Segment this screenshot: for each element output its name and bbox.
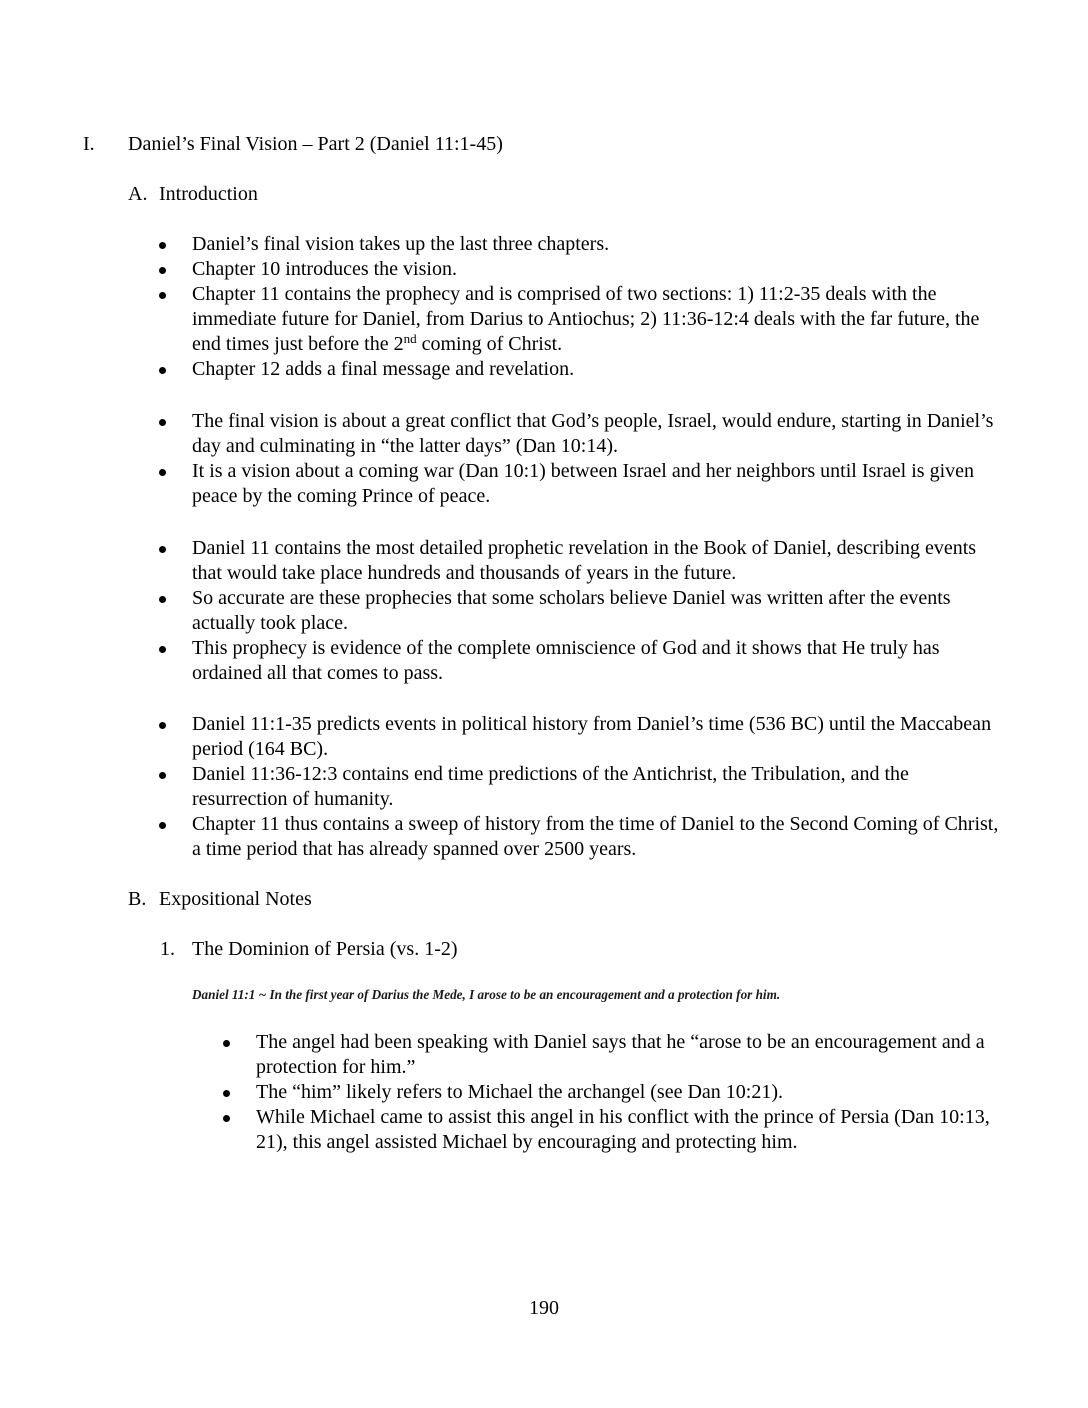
intro-bullet-group-3 — [192, 536, 1002, 686]
subsection-title-notes: Expositional Notes — [159, 888, 312, 910]
numbered-item-title: The Dominion of Persia (vs. 1-2) — [192, 938, 458, 960]
list-item: Chapter 11 contains the prophecy and is comprised of two sections: 1) 11:2-35 deals with the immediate future for Daniel, from Darius to Antiochus; 2) 11:36-12:4 deals with the far future, the end times just before the 2nd coming of Christ. — [192, 282, 1002, 357]
list-item: Daniel’s final vision takes up the last three chapters. — [192, 232, 1002, 257]
bullet-icon — [223, 1090, 230, 1097]
notes-bullet-group — [256, 1030, 996, 1155]
intro-bullet-group-2 — [192, 409, 1002, 509]
intro-bullet-group-1 — [192, 232, 1002, 382]
bullet-icon — [159, 419, 166, 426]
bullet-icon — [223, 1040, 230, 1047]
bullet-icon — [159, 292, 166, 299]
list-item: Chapter 10 introduces the vision. — [192, 257, 1002, 282]
page-number: 190 — [529, 1297, 559, 1319]
bullet-icon — [159, 546, 166, 553]
bullet-icon — [223, 1115, 230, 1122]
bullet-icon — [159, 772, 166, 779]
list-item: While Michael came to assist this angel in his conflict with the prince of Persia (Dan 10:13, 21), this angel assisted Michael by encouraging and protecting him. — [256, 1105, 996, 1155]
section-number: I. — [83, 133, 95, 155]
bullet-icon — [159, 242, 166, 249]
list-item: Chapter 12 adds a final message and revelation. — [192, 357, 1002, 382]
bullet-icon — [159, 596, 166, 603]
list-item: Chapter 11 thus contains a sweep of history from the time of Daniel to the Second Coming of Christ, a time period that has already spanned over 2500 years. — [192, 812, 1002, 862]
bullet-icon — [159, 367, 166, 374]
bullet-icon — [159, 822, 166, 829]
bullet-icon — [159, 469, 166, 476]
subsection-title-intro: Introduction — [159, 183, 258, 205]
bullet-icon — [159, 722, 166, 729]
numbered-item-number: 1. — [160, 938, 175, 960]
list-item: The final vision is about a great conflict that God’s people, Israel, would endure, starting in Daniel’s day and culminating in “the latter days” (Dan 10:14). — [192, 409, 1002, 459]
list-item: So accurate are these prophecies that some scholars believe Daniel was written after the events actually took place. — [192, 586, 1002, 636]
section-title: Daniel’s Final Vision – Part 2 (Daniel 11:1-45) — [128, 133, 503, 155]
list-item: Daniel 11:36-12:3 contains end time predictions of the Antichrist, the Tribulation, and the resurrection of humanity. — [192, 762, 1002, 812]
scripture-quote: Daniel 11:1 ~ In the first year of Darius the Mede, I arose to be an encouragement and a protection for him. — [192, 987, 781, 1002]
list-item: It is a vision about a coming war (Dan 10:1) between Israel and her neighbors until Israel is given peace by the coming Prince of peace. — [192, 459, 1002, 509]
subsection-letter-notes: B. — [128, 888, 147, 910]
list-item: The “him” likely refers to Michael the archangel (see Dan 10:21). — [256, 1080, 996, 1105]
list-item: This prophecy is evidence of the complete omniscience of God and it shows that He truly has ordained all that comes to pass. — [192, 636, 1002, 686]
ordinal-suffix: nd — [403, 331, 417, 346]
bullet-icon — [159, 267, 166, 274]
list-item: The angel had been speaking with Daniel says that he “arose to be an encouragement and a protection for him.” — [256, 1030, 996, 1080]
intro-bullet-group-4 — [192, 712, 1002, 862]
list-item: Daniel 11:1-35 predicts events in political history from Daniel’s time (536 BC) until the Maccabean period (164 BC). — [192, 712, 1002, 762]
subsection-letter-intro: A. — [128, 183, 148, 205]
list-item: Daniel 11 contains the most detailed prophetic revelation in the Book of Daniel, describing events that would take place hundreds and thousands of years in the future. — [192, 536, 1002, 586]
bullet-icon — [159, 646, 166, 653]
